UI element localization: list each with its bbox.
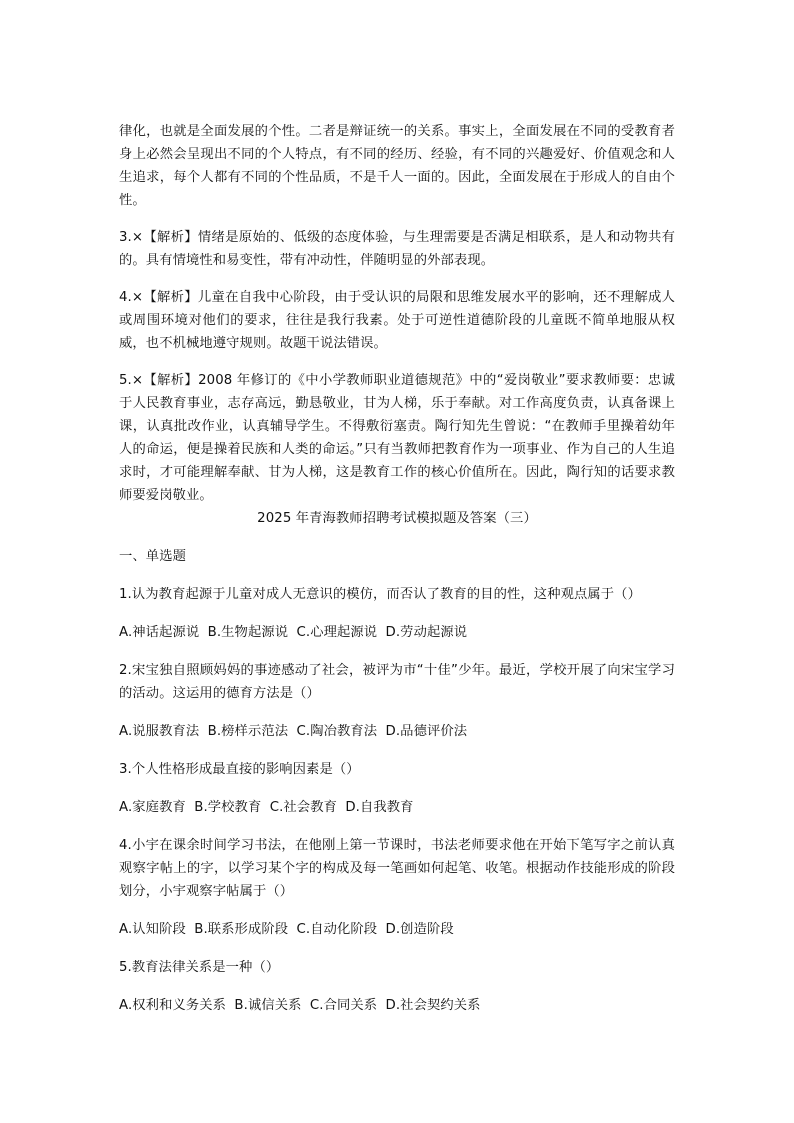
- option-c: C.陶冶教育法: [296, 724, 378, 739]
- option-b: B.诚信关系: [234, 998, 302, 1013]
- question-stem: 5.教育法律关系是一种（）: [119, 960, 280, 975]
- option-b: B.联系形成阶段: [194, 922, 289, 937]
- question-stem: 2.宋宝独自照顾妈妈的事迹感动了社会，被评为市“十佳”少年。最近，学校开展了向宋宝学习的活动。这运用的德育方法是（）: [119, 663, 675, 701]
- question-stem: 3.个人性格形成最直接的影响因素是（）: [119, 762, 360, 777]
- answer-paragraph-3: 3.×【解析】情绪是原始的、低级的态度体验，与生理需要是否满足相联系，是人和动物共有的。具有情境性和易变性，带有冲动性，伴随明显的外部表现。: [119, 230, 675, 268]
- option-a: A.神话起源说: [119, 625, 200, 640]
- question-options: [119, 621, 675, 644]
- option-a: A.权利和义务关系: [119, 998, 227, 1013]
- option-b: B.生物起源说: [207, 625, 289, 640]
- answer-paragraph-continued: 律化，也就是全面发展的个性。二者是辩证统一的关系。事实上，全面发展在不同的受教育者身上必然会呈现出不同的个人特点，有不同的经历、经验，有不同的兴趣爱好、价值观念和人生追求，每个人都有不同的个性品质，不是千人一面的。因此，全面发展在于形成人的自由个性。: [119, 124, 675, 208]
- option-d: D.社会契约关系: [385, 998, 481, 1013]
- option-a: A.家庭教育: [119, 800, 186, 815]
- question-stem: 1.认为教育起源于儿童对成人无意识的模仿，而否认了教育的目的性，这种观点属于（）: [119, 587, 641, 602]
- option-d: D.自我教育: [345, 800, 414, 815]
- option-c: C.心理起源说: [296, 625, 378, 640]
- option-b: B.学校教育: [194, 800, 262, 815]
- question-options: [119, 994, 675, 1017]
- option-d: D.劳动起源说: [385, 625, 468, 640]
- question-options: [119, 796, 675, 819]
- document-content: [119, 120, 675, 1032]
- question-block-4: [119, 834, 675, 941]
- option-d: D.品德评价法: [385, 724, 468, 739]
- question-options: [119, 918, 675, 941]
- question-block-5: [119, 956, 675, 1017]
- document-title: 2025 年青海教师招聘考试模拟题及答案（三）: [257, 511, 537, 526]
- question-block-2: [119, 659, 675, 743]
- question-stem: 4.小宇在课余时间学习书法，在他刚上第一节课时，书法老师要求他在开始下笔写字之前认真观察字帖上的字，以学习某个字的构成及每一笔画如何起笔、收笔。根据动作技能形成的阶段划分，小宇观察字帖属于（）: [119, 838, 675, 899]
- option-c: C.合同关系: [309, 998, 378, 1013]
- answer-paragraph-4: 4.×【解析】儿童在自我中心阶段，由于受认识的局限和思维发展水平的影响，还不理解成人或周围环境对他们的要求，往往是我行我素。处于可逆性道德阶段的儿童既不简单地服从权威，也不机械地遵守规则。故题干说法错误。: [119, 290, 675, 351]
- answer-paragraph-5: 5.×【解析】2008 年修订的《中小学教师职业道德规范》中的“爱岗敬业”要求教师要：忠诚于人民教育事业，志存高远，勤恳敬业，甘为人梯，乐于奉献。对工作高度负责，认真备课上课，认真批改作业，认真辅导学生。不得敷衍塞责。陶行知先生曾说：“在教师手里操着幼年人的命运，便是操着民族和人类的命运。”只有当教师把教育作为一项事业、作为自己的人生追求时，才可能理解奉献、甘为人梯，这是教育工作的核心价值所在。因此，陶行知的话要求教师要爱岗敬业。: [119, 373, 675, 503]
- option-a: A.认知阶段: [119, 922, 186, 937]
- section-heading: 一、单选题: [119, 549, 186, 564]
- option-d: D.创造阶段: [385, 922, 454, 937]
- option-c: C.自动化阶段: [296, 922, 378, 937]
- option-b: B.榜样示范法: [207, 724, 289, 739]
- question-options: [119, 720, 675, 743]
- question-block-1: [119, 583, 675, 644]
- option-c: C.社会教育: [269, 800, 337, 815]
- question-block-3: [119, 758, 675, 819]
- option-a: A.说服教育法: [119, 724, 200, 739]
